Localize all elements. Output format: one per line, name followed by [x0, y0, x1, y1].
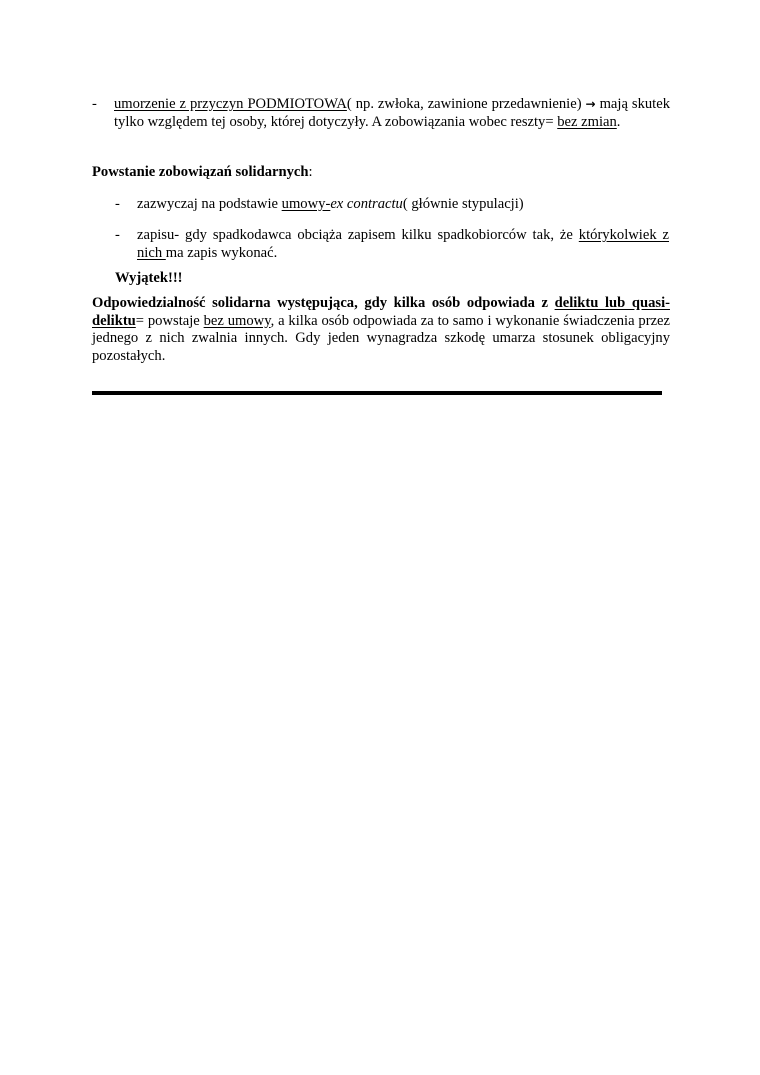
text-run: zazwyczaj na podstawie	[137, 196, 282, 212]
arrow-right-icon: →	[585, 97, 596, 111]
list-dash: -	[115, 196, 120, 212]
text-run: .	[616, 113, 621, 130]
text-run: , a kilka osób odpowiada za to samo i wykonanie świadczenia przez jednego z nich zwalnia innych. Gdy jeden wynagradza szkodę umarza stosunek obligacyjny pozostałych.	[92, 312, 671, 364]
section-heading	[92, 164, 313, 182]
bold-text: Odpowiedzialność solidarna występująca, gdy kilka osób odpowiada z	[92, 295, 555, 311]
underlined-text: którykolwiek z nich	[137, 227, 670, 261]
bold-underlined-text: deliktu lub quasi-deliktu	[92, 295, 670, 329]
list-item-text	[137, 196, 669, 214]
text-run: mają skutek tylko względem tej osoby, której dotyczyły. A zobowiązania wobec reszty=	[114, 96, 671, 130]
italic-text: ex contractu	[330, 196, 403, 212]
liability-paragraph	[92, 295, 670, 365]
horizontal-rule	[92, 391, 662, 395]
underlined-text: bez umowy	[203, 312, 271, 329]
heading-colon: :	[308, 164, 313, 180]
text-run: zapisu- gdy spadkodawca obciąża zapisem kilku spadkobiorców tak, że	[137, 227, 579, 243]
underlined-text: umorzenie z przyczyn PODMIOTOWA	[114, 96, 347, 112]
text-run: ( głównie stypulacji)	[402, 196, 524, 212]
underlined-text: bez zmian	[557, 113, 617, 130]
list-item-text	[137, 227, 669, 262]
list-dash: -	[115, 227, 120, 243]
text-run: = powstaje	[135, 312, 204, 329]
list-item-text	[114, 96, 670, 131]
underlined-text: umowy-	[281, 196, 331, 212]
list-dash: -	[92, 96, 97, 112]
heading-text: Powstanie zobowiązań solidarnych	[92, 164, 309, 180]
exception-heading: Wyjątek!!!	[115, 270, 183, 286]
text-run: ma zapis wykonać.	[165, 244, 278, 261]
text-run: ( np. zwłoka, zawinione przedawnienie)	[346, 96, 586, 112]
